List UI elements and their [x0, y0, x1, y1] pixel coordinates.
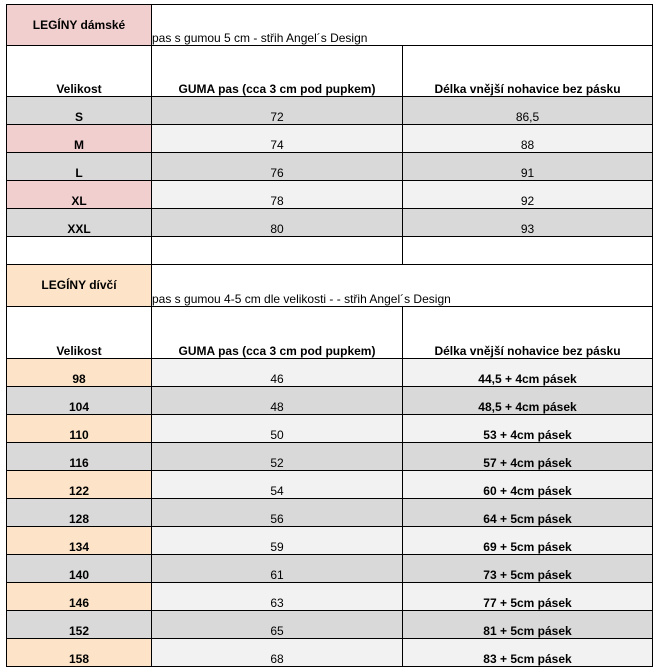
table-row — [7, 611, 653, 639]
girls-size-cell: 158 — [7, 639, 152, 667]
table-row — [7, 583, 653, 611]
girls-waist-cell: 61 — [152, 555, 403, 583]
girls-title: LEGÍNY dívčí — [7, 265, 152, 307]
womens-size-cell: S — [7, 97, 152, 125]
womens-size-cell: XL — [7, 181, 152, 209]
girls-waist-cell: 59 — [152, 527, 403, 555]
girls-waist-cell: 65 — [152, 611, 403, 639]
table-row — [7, 443, 653, 471]
womens-length-cell: 88 — [403, 125, 653, 153]
girls-waist-cell: 56 — [152, 499, 403, 527]
girls-length-cell: 60 + 4cm pásek — [403, 471, 653, 499]
womens-title: LEGÍNY dámské — [7, 5, 152, 46]
empty-cell — [152, 237, 403, 265]
girls-length-cell: 48,5 + 4cm pásek — [403, 387, 653, 415]
womens-waist-cell: 80 — [152, 209, 403, 237]
womens-size-cell: L — [7, 153, 152, 181]
table-row — [7, 499, 653, 527]
girls-size-cell: 146 — [7, 583, 152, 611]
girls-waist-cell: 48 — [152, 387, 403, 415]
girls-waist-cell: 63 — [152, 583, 403, 611]
womens-subtitle: pas s gumou 5 cm - střih Angel´s Design — [152, 5, 653, 46]
table-row — [7, 471, 653, 499]
spacer-row — [7, 237, 653, 265]
girls-length-cell: 83 + 5cm pásek — [403, 639, 653, 667]
girls-title-row — [7, 265, 653, 307]
womens-title-row — [7, 5, 653, 46]
womens-length-cell: 92 — [403, 181, 653, 209]
table-row — [7, 125, 653, 153]
table-row — [7, 181, 653, 209]
size-chart-table — [6, 4, 653, 667]
empty-cell — [403, 237, 653, 265]
girls-size-cell: 140 — [7, 555, 152, 583]
womens-length-cell: 93 — [403, 209, 653, 237]
girls-waist-cell: 68 — [152, 639, 403, 667]
womens-header-waist: GUMA pas (cca 3 cm pod pupkem) — [152, 46, 403, 97]
womens-size-cell: XXL — [7, 209, 152, 237]
table-row — [7, 359, 653, 387]
girls-header-waist: GUMA pas (cca 3 cm pod pupkem) — [152, 307, 403, 359]
girls-size-cell: 134 — [7, 527, 152, 555]
girls-size-cell: 128 — [7, 499, 152, 527]
girls-size-cell: 98 — [7, 359, 152, 387]
table-row — [7, 555, 653, 583]
girls-length-cell: 77 + 5cm pásek — [403, 583, 653, 611]
table-row — [7, 527, 653, 555]
womens-waist-cell: 78 — [152, 181, 403, 209]
womens-header-row — [7, 46, 653, 97]
girls-size-cell: 116 — [7, 443, 152, 471]
girls-size-cell: 122 — [7, 471, 152, 499]
girls-subtitle: pas s gumou 4-5 cm dle velikosti - - střih Angel´s Design — [152, 265, 653, 307]
girls-header-length: Délka vnější nohavice bez pásku — [403, 307, 653, 359]
girls-waist-cell: 46 — [152, 359, 403, 387]
table-row — [7, 97, 653, 125]
girls-length-cell: 73 + 5cm pásek — [403, 555, 653, 583]
girls-header-row — [7, 307, 653, 359]
girls-length-cell: 44,5 + 4cm pásek — [403, 359, 653, 387]
womens-header-size: Velikost — [7, 46, 152, 97]
table-row — [7, 387, 653, 415]
womens-length-cell: 91 — [403, 153, 653, 181]
girls-size-cell: 152 — [7, 611, 152, 639]
womens-length-cell: 86,5 — [403, 97, 653, 125]
womens-waist-cell: 74 — [152, 125, 403, 153]
girls-waist-cell: 52 — [152, 443, 403, 471]
womens-header-length: Délka vnější nohavice bez pásku — [403, 46, 653, 97]
girls-waist-cell: 50 — [152, 415, 403, 443]
table-row — [7, 209, 653, 237]
girls-header-size: Velikost — [7, 307, 152, 359]
table-row — [7, 639, 653, 667]
girls-size-cell: 104 — [7, 387, 152, 415]
table-row — [7, 153, 653, 181]
girls-length-cell: 69 + 5cm pásek — [403, 527, 653, 555]
womens-waist-cell: 76 — [152, 153, 403, 181]
girls-length-cell: 57 + 4cm pásek — [403, 443, 653, 471]
girls-size-cell: 110 — [7, 415, 152, 443]
womens-size-cell: M — [7, 125, 152, 153]
girls-length-cell: 53 + 4cm pásek — [403, 415, 653, 443]
empty-cell — [7, 237, 152, 265]
table-row — [7, 415, 653, 443]
girls-length-cell: 81 + 5cm pásek — [403, 611, 653, 639]
womens-waist-cell: 72 — [152, 97, 403, 125]
girls-length-cell: 64 + 5cm pásek — [403, 499, 653, 527]
girls-waist-cell: 54 — [152, 471, 403, 499]
